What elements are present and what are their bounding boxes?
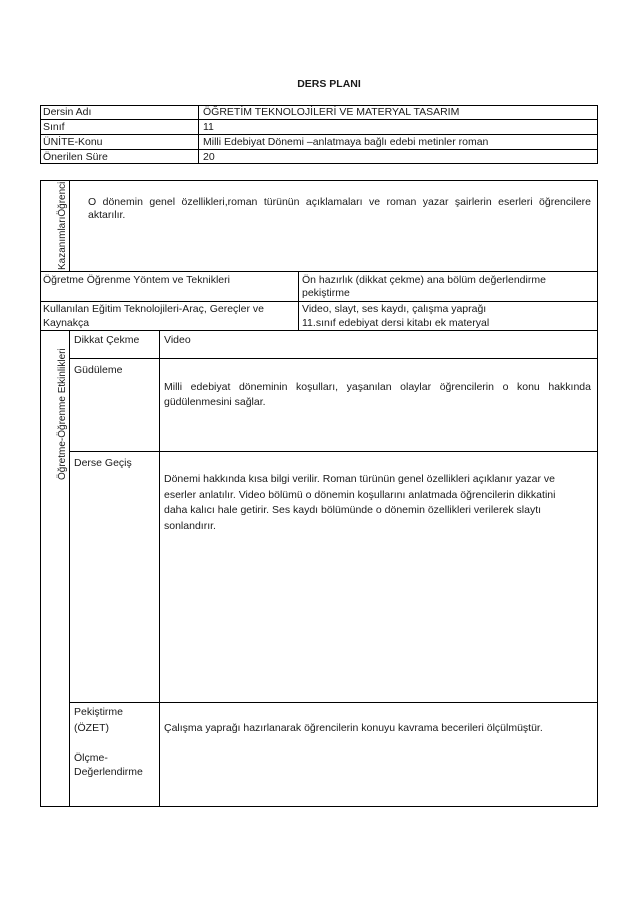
info-label-duration: Önerilen Süre — [43, 151, 108, 163]
stage-transition: Derse Geçiş — [74, 457, 132, 469]
objectives-side-label: KazanımlarıÖğrenci — [57, 181, 68, 270]
tools-value-line1: Video, slayt, ses kaydı, çalışma yaprağı — [302, 303, 487, 315]
stage-reinforce-line4: Ölçme- — [74, 752, 108, 764]
info-label-class: Sınıf — [43, 121, 65, 133]
methods-value-line1: Ön hazırlık (dikkat çekme) ana bölüm değerlendirme — [302, 274, 546, 286]
info-value-class: 11 — [203, 121, 214, 133]
stage-reinforce-line1: Pekiştirme — [74, 706, 124, 718]
tools-label-line1: Kullanılan Eğitim Teknolojileri-Araç, Gereçler ve — [43, 303, 264, 315]
methods-label: Öğretme Öğrenme Yöntem ve Teknikleri — [43, 274, 230, 286]
content-motivation: Milli edebiyat döneminin koşulları, yaşanılan olaylar öğrencilerin o konu hakkında güdülenmesini sağlar. — [164, 381, 591, 408]
info-value-course: ÖĞRETİM TEKNOLOJİLERİ VE MATERYAL TASARIM — [203, 106, 460, 118]
tools-label-line2: Kaynakça — [43, 317, 90, 329]
stage-attention: Dikkat Çekme — [74, 334, 140, 346]
page-title: DERS PLANI — [297, 78, 361, 90]
info-value-duration: 20 — [203, 151, 215, 163]
info-label-course: Dersin Adı — [43, 106, 92, 118]
tools-value-line2: 11.sınıf edebiyat dersi kitabı ek materyal — [302, 317, 490, 329]
content-reinforce: Çalışma yaprağı hazırlanarak öğrencilerin konuyu kavrama becerileri ölçülmüştür. — [164, 722, 543, 734]
objectives-text: O dönemin genel özellikleri,roman türünün açıklamaları ve roman yazar şairlerin eserleri öğrencilere aktarılır. — [88, 196, 591, 221]
stage-reinforce-line5: Değerlendirme — [74, 766, 143, 778]
info-value-unit: Milli Edebiyat Dönemi –anlatmaya bağlı edebi metinler roman — [203, 136, 489, 148]
content-attention: Video — [164, 334, 191, 346]
content-transition: Dönemi hakkında kısa bilgi verilir. Roman türünün genel özellikleri açıklanır yazar ve eserler anlatılır. Video bölümü o dönemin koşullarını anlatmada öğrencilerin dikkatini daha kalıcı hale getirir. Ses kaydı bölümünde o dönemin özellikleri verilerek slaytı sonlandırır. — [164, 473, 556, 532]
activities-side-label: Öğretme-Öğrenme Etkinlikleri — [57, 348, 68, 480]
info-label-unit: ÜNİTE-Konu — [43, 136, 103, 148]
methods-value-line2: pekiştirme — [302, 287, 350, 299]
stage-motivation: Güdüleme — [74, 364, 123, 376]
stage-reinforce-line2: (ÖZET) — [74, 722, 109, 734]
